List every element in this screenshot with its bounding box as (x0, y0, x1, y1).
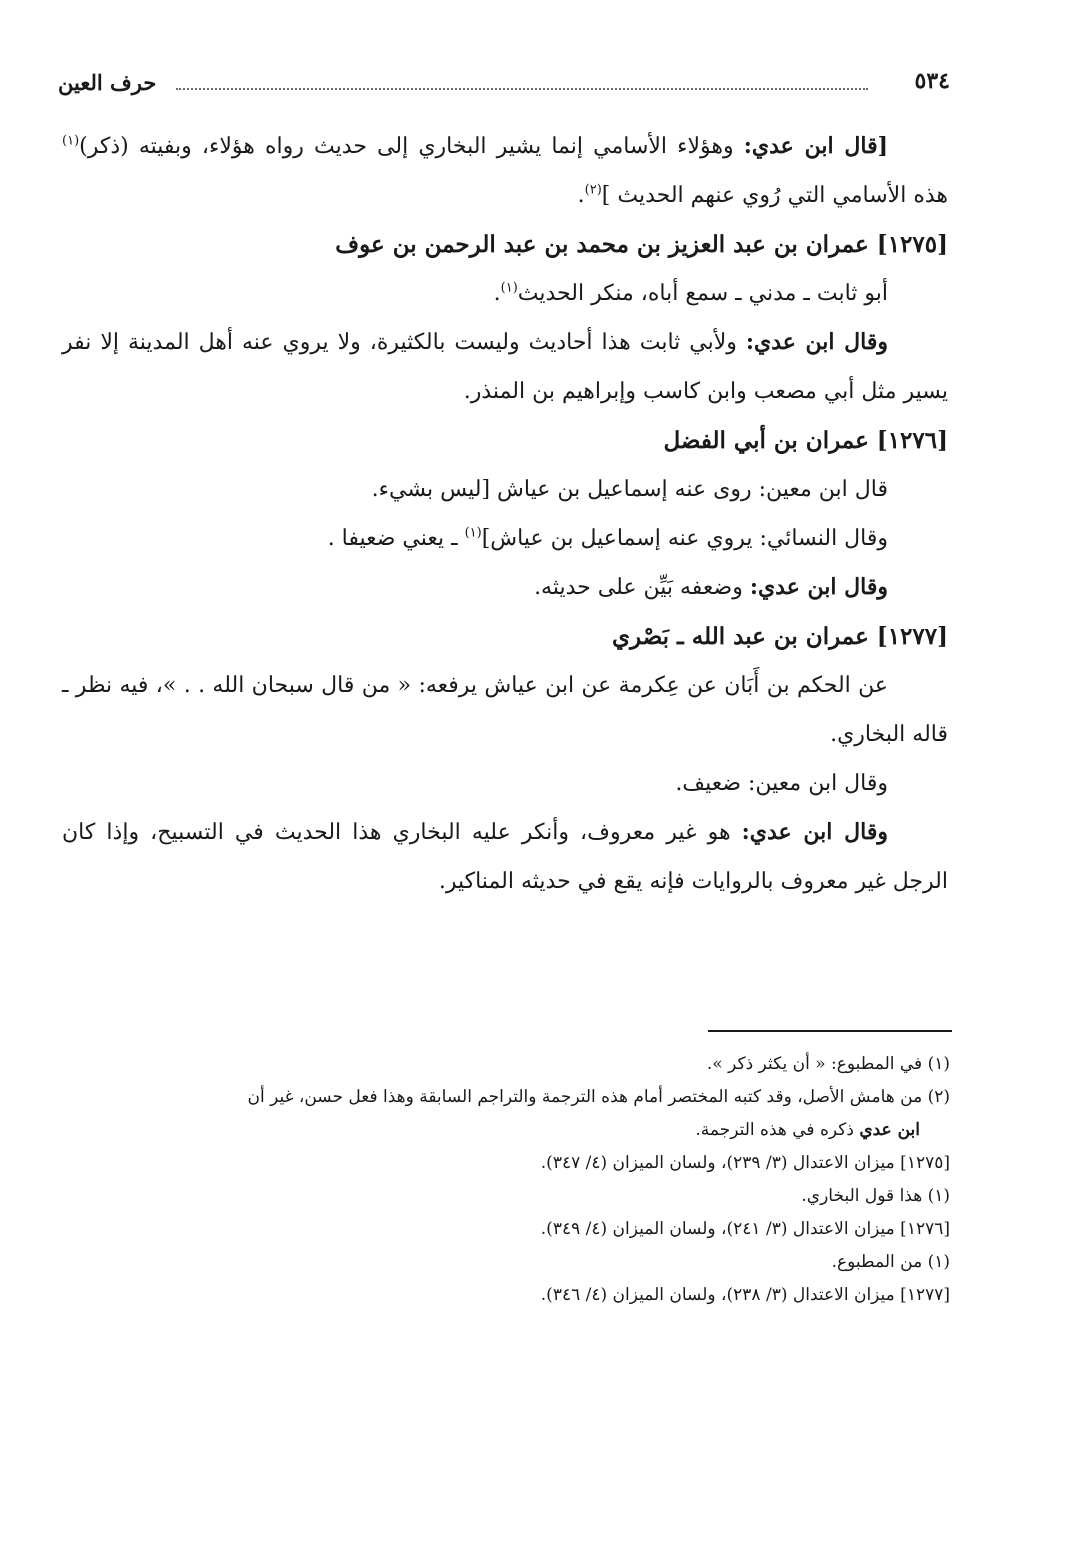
running-header (58, 66, 950, 106)
footnote-ref: (٢) (584, 182, 602, 198)
speaker-label: وقال ابن عدي: (749, 574, 888, 600)
paragraph-1277-a: عن الحكم بن أَبَان عن عِكرمة عن ابن عياش يرفعه: « من قال سبحان الله . . »، فيه نظر ـ قاله البخاري. (62, 673, 948, 747)
paragraph-text: هو غير معروف، وأنكر عليه البخاري هذا الحديث في التسبيح، وإذا كان الرجل غير معروف بالروايات فإنه يقع في حديثه المناكير. (62, 820, 948, 894)
page-number: ٥٣٤ (914, 68, 950, 94)
footnote-item: (١) في المطبوع: « أن يكثر ذكر ». (706, 1054, 950, 1074)
footnotes (70, 1048, 950, 1312)
paragraph-text: أبو ثابت ـ مدني ـ سمع أباه، منكر الحديث (517, 281, 888, 306)
header-dotted-rule (176, 88, 868, 90)
paragraph-text: هذه الأسامي التي رُوي عنهم الحديث ] (601, 183, 948, 208)
reference-item: [١٢٧٧] ميزان الاعتدال (٣/ ٢٣٨)، ولسان الميزان (٤/ ٣٤٦). (540, 1285, 950, 1305)
paragraph-text: ولأبي ثابت هذا أحاديث وليست بالكثيرة، ولا يروي عنه أهل المدينة إلا نفر يسير مثل أبي مصعب وابن كاسب وإبراهيم بن المنذر. (62, 330, 948, 404)
footnote-item: (١) هذا قول البخاري. (801, 1186, 950, 1206)
speaker-label: [قال ابن عدي: (743, 133, 888, 159)
chapter-title: حرف العين (58, 70, 157, 95)
reference-item: [١٢٧٥] ميزان الاعتدال (٣/ ٢٣٩)، ولسان الميزان (٤/ ٣٤٧). (540, 1153, 950, 1173)
paragraph-1276-a: قال ابن معين: روى عنه إسماعيل بن عياش [ليس بشيء. (371, 477, 888, 502)
footnote-item: (١) من المطبوع. (831, 1252, 950, 1272)
footnote-item: (٢) من هامش الأصل، وقد كتبه المختصر أمام هذه الترجمة والتراجم السابقة وهذا فعل حسن، غير أن (247, 1087, 950, 1107)
entry-heading-1276: [١٢٧٦] عمران بن أبي الفضل (663, 427, 948, 454)
paragraph-text: وقال النسائي: يروي عنه إسماعيل بن عياش] (481, 526, 888, 551)
paragraph-text: وهؤلاء الأسامي إنما يشير البخاري إلى حديث رواه هؤلاء، وبفيته (ذكر) (79, 134, 744, 159)
footnote-separator (708, 1030, 952, 1032)
footnote-item-continued (70, 1114, 950, 1147)
paragraph-intro (62, 122, 948, 220)
paragraph-1276-c (62, 563, 948, 612)
speaker-label: وقال ابن عدي: (745, 329, 888, 355)
paragraph-1277-b: وقال ابن معين: ضعيف. (675, 771, 888, 796)
paragraph-text: . (577, 183, 585, 208)
main-text (62, 122, 948, 906)
paragraph-1275-a (62, 269, 948, 318)
footnote-ref: (١) (62, 133, 80, 149)
paragraph-1275-b (62, 318, 948, 416)
paragraph-text: . (493, 281, 501, 306)
footnote-ref: (١) (464, 525, 482, 541)
paragraph-1276-b (62, 514, 948, 563)
footnote-text: ذكره في هذه الترجمة. (695, 1120, 860, 1140)
entry-heading-1277: [١٢٧٧] عمران بن عبد الله ـ بَصْري (612, 623, 948, 650)
paragraph-1277-c (62, 808, 948, 906)
footnote-ref: (١) (500, 280, 518, 296)
reference-item: [١٢٧٦] ميزان الاعتدال (٣/ ٢٤١)، ولسان الميزان (٤/ ٣٤٩). (540, 1219, 950, 1239)
paragraph-text: وضعفه بَيِّن على حديثه. (534, 575, 750, 600)
footnote-bold-name: ابن عدي (859, 1120, 920, 1140)
entry-heading-1275: [١٢٧٥] عمران بن عبد العزيز بن محمد بن عبد الرحمن بن عوف (335, 231, 948, 258)
speaker-label: وقال ابن عدي: (741, 819, 888, 845)
paragraph-text: ـ يعني ضعيفا . (327, 526, 465, 551)
